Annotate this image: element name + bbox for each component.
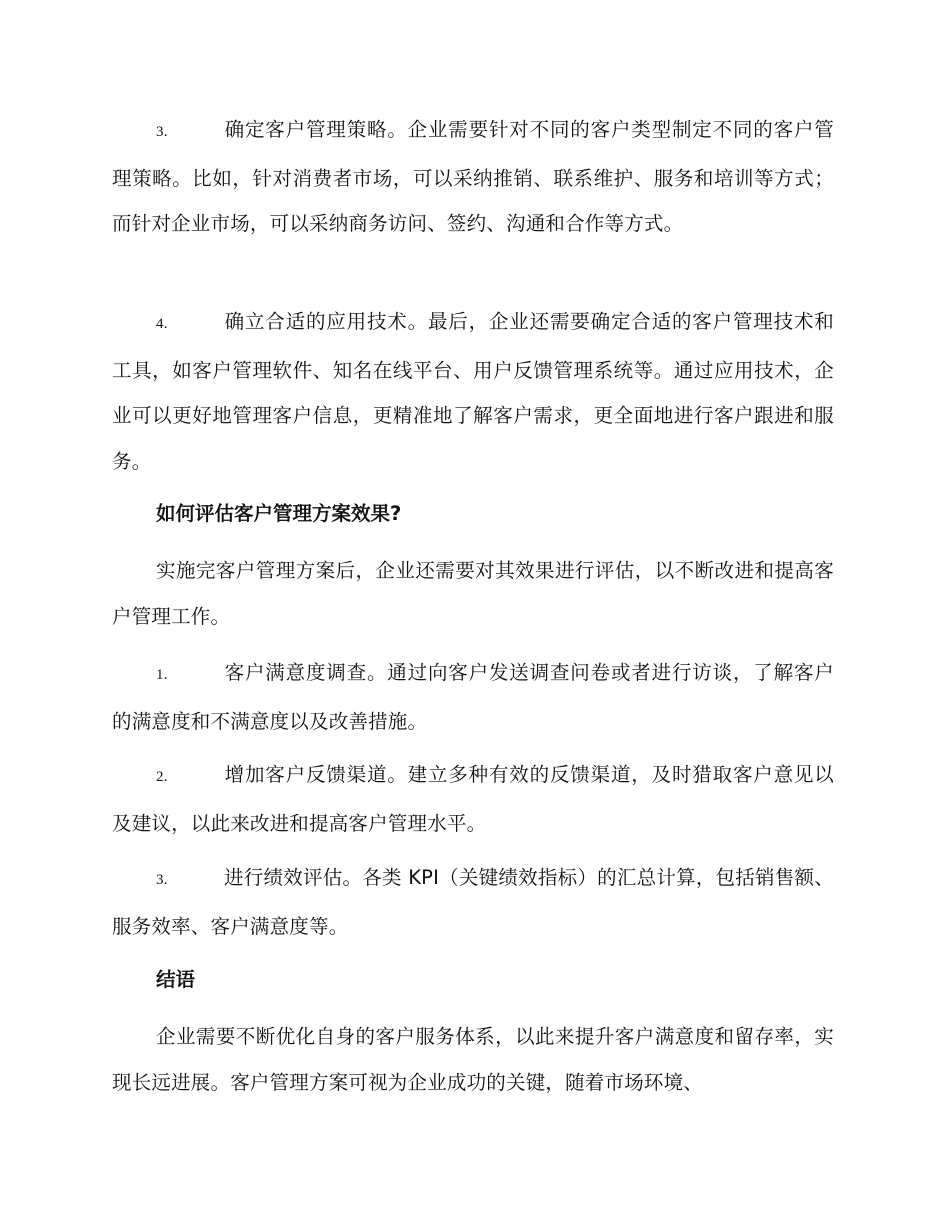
list-item-text: 增加客户反馈渠道。建立多种有效的反馈渠道，及时猎取客户意见以及建议，以此来改进和提高客户管理水平。 — [112, 763, 834, 835]
list-item-number: 3. — [156, 872, 168, 888]
list-item-number: 3. — [156, 124, 168, 140]
evaluation-list-item — [112, 855, 834, 949]
section-heading-evaluation: 如何评估客户管理方案效果? — [156, 502, 402, 525]
conclusion-paragraph: 企业需要不断优化自身的客户服务体系，以此来提升客户满意度和留存率，实现长远进展。客户管理方案可视为企业成功的关键，随着市场环境、 — [112, 1025, 834, 1094]
list-item-text: 确定客户管理策略。企业需要针对不同的客户类型制定不同的客户管理策略。比如，针对消费者市场，可以采纳推销、联系维护、服务和培训等方式；而针对企业市场，可以采纳商务访问、签约、沟通和合作等方式。 — [112, 118, 834, 235]
list-item-number: 1. — [156, 667, 168, 683]
list-item-number: 2. — [156, 769, 168, 785]
strategy-list-item — [112, 107, 834, 247]
list-item-text: 客户满意度调查。通过向客户发送调查问卷或者进行访谈，了解客户的满意度和不满意度以及改善措施。 — [112, 661, 834, 733]
evaluation-intro-paragraph: 实施完客户管理方案后，企业还需要对其效果进行评估，以不断改进和提高客户管理工作。 — [112, 559, 834, 628]
section-heading-conclusion: 结语 — [156, 968, 196, 991]
list-item-number: 4. — [156, 316, 168, 332]
evaluation-list-item — [112, 752, 834, 846]
strategy-list-item — [112, 299, 834, 484]
list-item-text: 确立合适的应用技术。最后，企业还需要确定合适的客户管理技术和工具，如客户管理软件、知名在线平台、用户反馈管理系统等。通过应用技术，企业可以更好地管理客户信息，更精准地了解客户需求，更全面地进行客户跟进和服务。 — [112, 310, 834, 473]
evaluation-list-item — [112, 650, 834, 744]
list-item-text: 进行绩效评估。各类 KPI（关键绩效指标）的汇总计算，包括销售额、服务效率、客户满意度等。 — [112, 866, 834, 938]
